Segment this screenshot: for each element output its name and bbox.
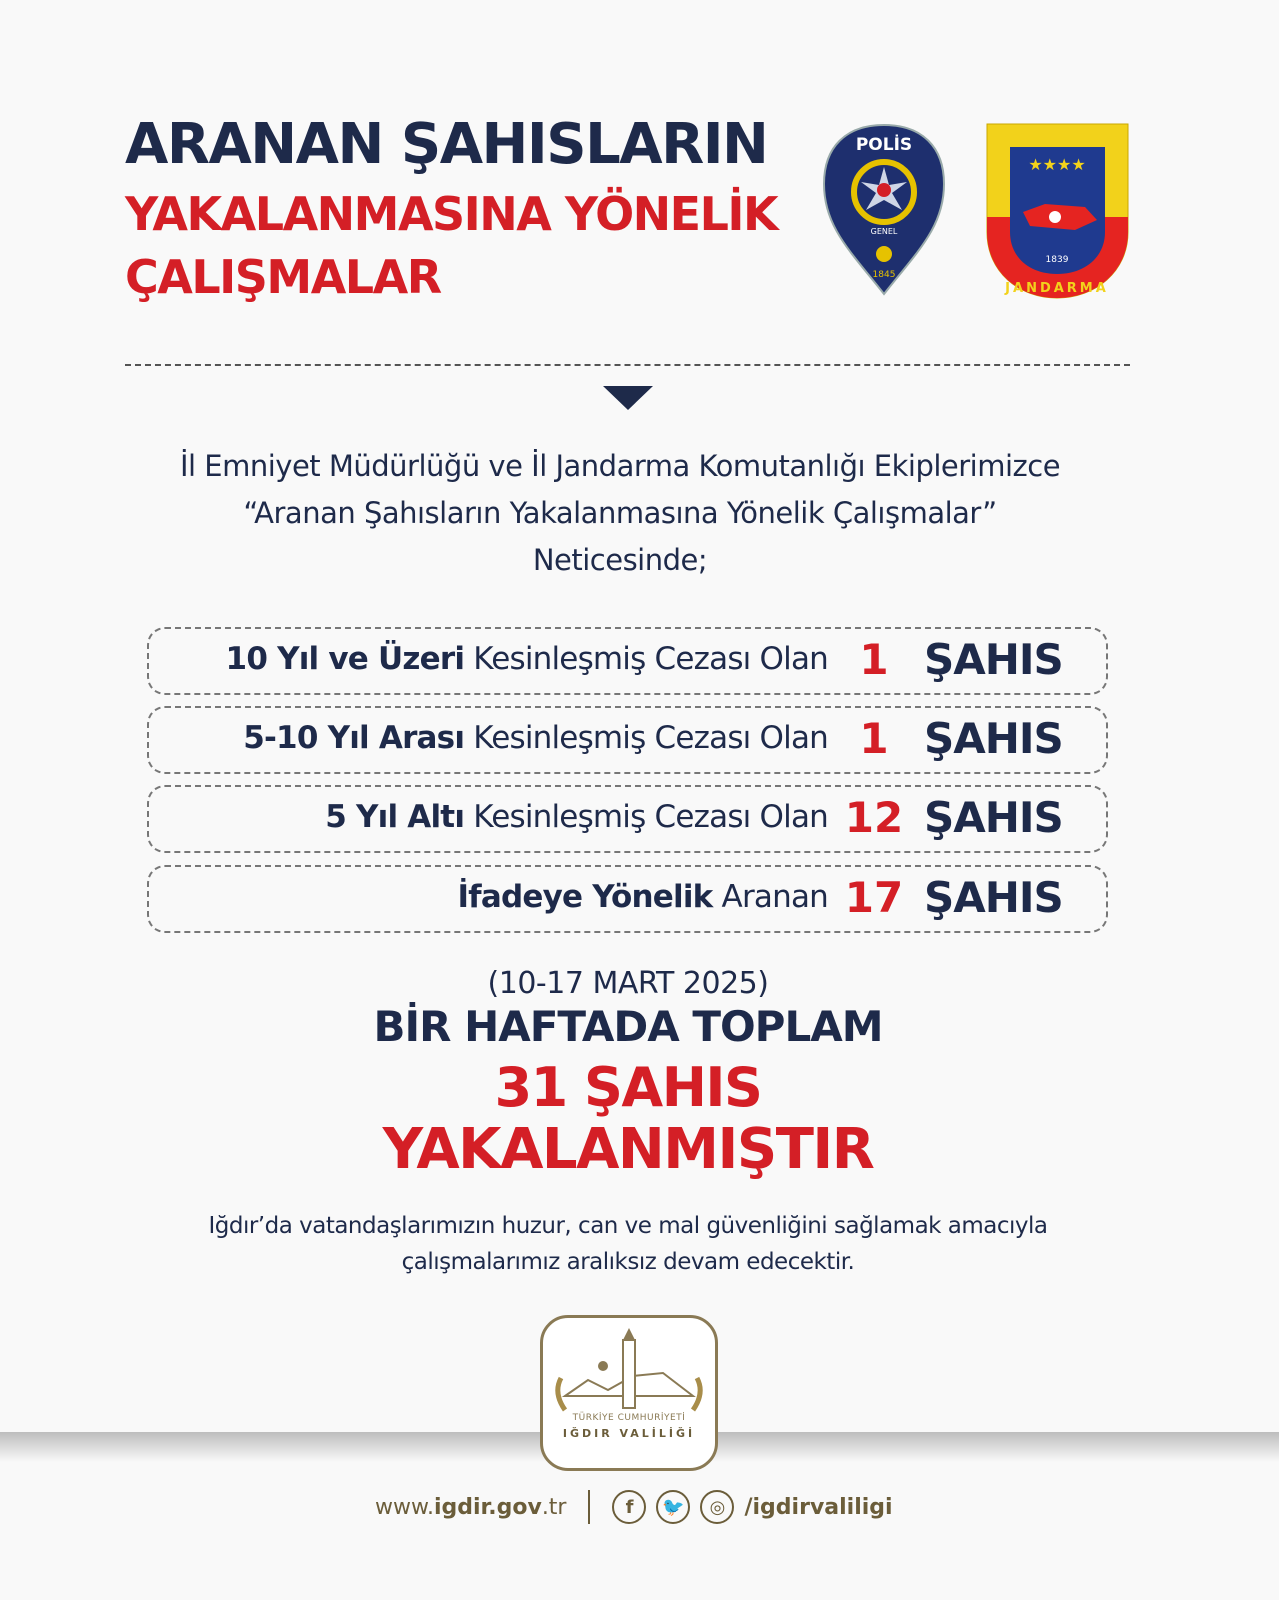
stat-label: 5-10 Yıl Arası Kesinleşmiş Cezası Olan <box>243 720 828 756</box>
svg-text:1845: 1845 <box>872 270 896 280</box>
stat-label: İfadeye Yönelik Aranan <box>457 879 828 915</box>
title-line-1: ARANAN ŞAHISLARIN <box>125 112 768 177</box>
stat-count: 1 <box>859 714 889 763</box>
facebook-icon[interactable]: f <box>612 1490 646 1524</box>
instagram-icon[interactable]: ◎ <box>700 1490 734 1524</box>
divider <box>125 364 1130 366</box>
stat-count: 12 <box>844 793 904 842</box>
twitter-icon[interactable]: 🐦 <box>656 1490 690 1524</box>
svg-text:★★★★: ★★★★ <box>1028 155 1086 174</box>
footer <box>375 1490 893 1524</box>
closing-line: Iğdır’da vatandaşlarımızın huzur, can ve mal güvenliğini sağlamak amacıyla <box>208 1213 1048 1239</box>
svg-text:GENEL: GENEL <box>870 227 898 236</box>
title-line-2: YAKALANMASINA YÖNELİK <box>125 187 778 241</box>
logo-line: IĞDIR VALİLİĞİ <box>562 1427 696 1440</box>
police-emblem-icon <box>822 122 946 297</box>
intro-text <box>100 443 1140 584</box>
intro-line: Neticesinde; <box>532 543 708 577</box>
stat-row <box>147 627 1108 695</box>
intro-line: İl Emniyet Müdürlüğü ve İl Jandarma Komutanlığı Ekiplerimizce <box>179 449 1061 483</box>
title-line-3: ÇALIŞMALAR <box>125 250 441 304</box>
governorate-logo <box>540 1315 718 1471</box>
social-handle[interactable]: /igdirvaliligi <box>744 1494 893 1520</box>
stat-label: 5 Yıl Altı Kesinleşmiş Cezası Olan <box>325 799 828 835</box>
intro-line: “Aranan Şahısların Yakalanmasına Yönelik Çalışmalar” <box>243 496 997 530</box>
stat-count: 17 <box>844 873 904 922</box>
stat-row <box>147 785 1108 853</box>
stat-row <box>147 865 1108 933</box>
result-text: YAKALANMIŞTIR <box>382 1117 874 1182</box>
svg-text:JANDARMA: JANDARMA <box>1005 281 1109 296</box>
stat-unit: ŞAHIS <box>924 714 1063 763</box>
jandarma-emblem-icon <box>985 122 1130 300</box>
logo-line: TÜRKİYE CUMHURİYETİ <box>572 1413 686 1423</box>
separator <box>588 1490 590 1524</box>
total-count: 31 ŞAHIS <box>494 1056 762 1119</box>
stat-row <box>147 706 1108 774</box>
stat-unit: ŞAHIS <box>924 873 1063 922</box>
arrow-down-icon <box>603 386 653 410</box>
stat-count: 1 <box>859 635 889 684</box>
monument-icon <box>543 1318 715 1413</box>
stat-unit: ŞAHIS <box>924 635 1063 684</box>
stat-unit: ŞAHIS <box>924 793 1063 842</box>
closing-text <box>0 1208 1256 1280</box>
svg-text:POLİS: POLİS <box>855 135 913 155</box>
date-range: (10-17 MART 2025) <box>487 966 769 1001</box>
website-link[interactable]: www.igdir.gov.tr <box>375 1494 567 1520</box>
total-label: BİR HAFTADA TOPLAM <box>373 1002 883 1051</box>
svg-text:1839: 1839 <box>1045 255 1069 265</box>
closing-line: çalışmalarımız aralıksız devam edecektir. <box>401 1249 855 1275</box>
stat-label: 10 Yıl ve Üzeri Kesinleşmiş Cezası Olan <box>225 641 828 677</box>
